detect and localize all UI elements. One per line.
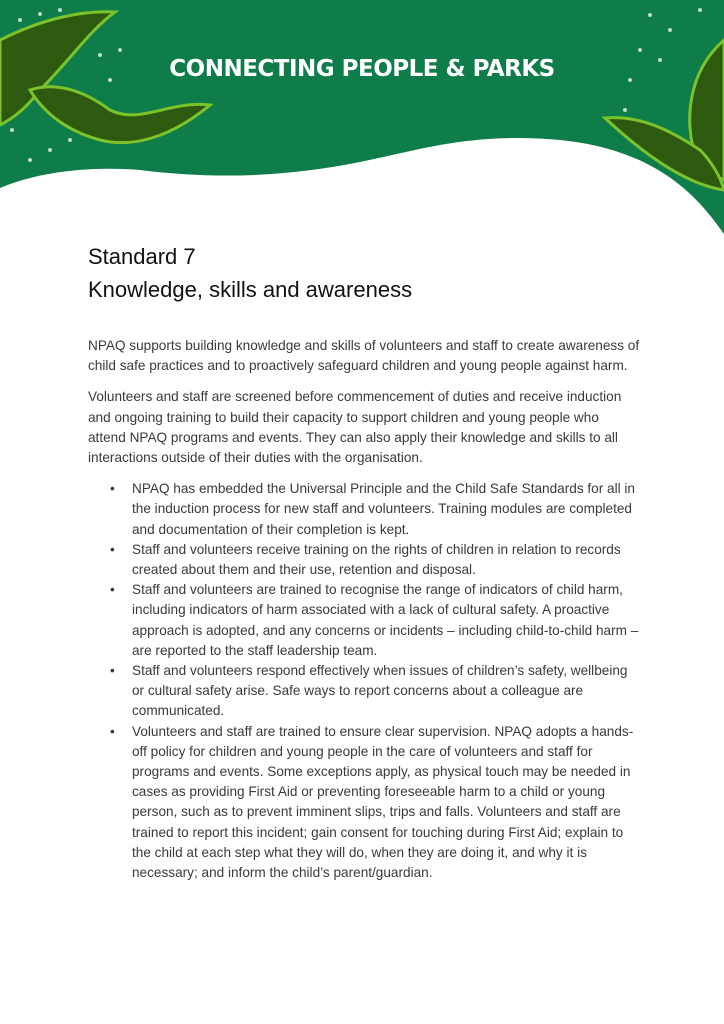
list-item: • NPAQ has embedded the Universal Principle and the Child Safe Standards for all in the induction process for new staff and volunteers. Training modules are completed and documentation of their completion is kept. <box>88 479 640 540</box>
bullet-list <box>88 479 640 883</box>
list-item: • Volunteers and staff are trained to ensure clear supervision. NPAQ adopts a hands-off policy for children and young people in the care of volunteers and staff for programs and events. Some exceptions apply, as physical touch may be needed in cases as providing First Aid or preventing foreseeable harm to a child or young person, such as to prevent imminent slips, trips and falls. Volunteers and staff are trained to report this incident; gain consent for touching during First Aid; explain to the child at each step what they will do, when they are doing it, and why it is necessary; and inform the child’s parent/guardian. <box>88 722 640 884</box>
banner-artwork <box>0 0 724 240</box>
list-item: • Staff and volunteers receive training on the rights of children in relation to records created about them and their use, retention and disposal. <box>88 540 640 580</box>
header-banner <box>0 0 724 240</box>
list-item: • Staff and volunteers respond effectively when issues of children’s safety, wellbeing or cultural safety arise. Safe ways to report concerns about a colleague are communicated. <box>88 661 640 722</box>
standard-name: Knowledge, skills and awareness <box>88 277 413 302</box>
standard-number: Standard 7 <box>88 244 196 269</box>
list-item: • Staff and volunteers are trained to recognise the range of indicators of child harm, including indicators of harm associated with a lack of cultural safety. A proactive approach is adopted, and any concerns or incidents – including child-to-child harm – are reported to the staff leadership team. <box>88 580 640 661</box>
page-title <box>88 240 412 306</box>
intro-paragraph: NPAQ supports building knowledge and skills of volunteers and staff to create awareness of child safe practices and to proactively safeguard children and young people against harm. <box>88 338 640 374</box>
banner-title: CONNECTING PEOPLE & PARKS <box>169 56 555 82</box>
body-content <box>88 336 640 883</box>
screening-paragraph: Volunteers and staff are screened before commencement of duties and receive induction and ongoing training to build their capacity to support children and young people who attend NPAQ programs and events. They can also apply their knowledge and skills to all interactions outside of their duties with the organisation. <box>88 389 622 466</box>
